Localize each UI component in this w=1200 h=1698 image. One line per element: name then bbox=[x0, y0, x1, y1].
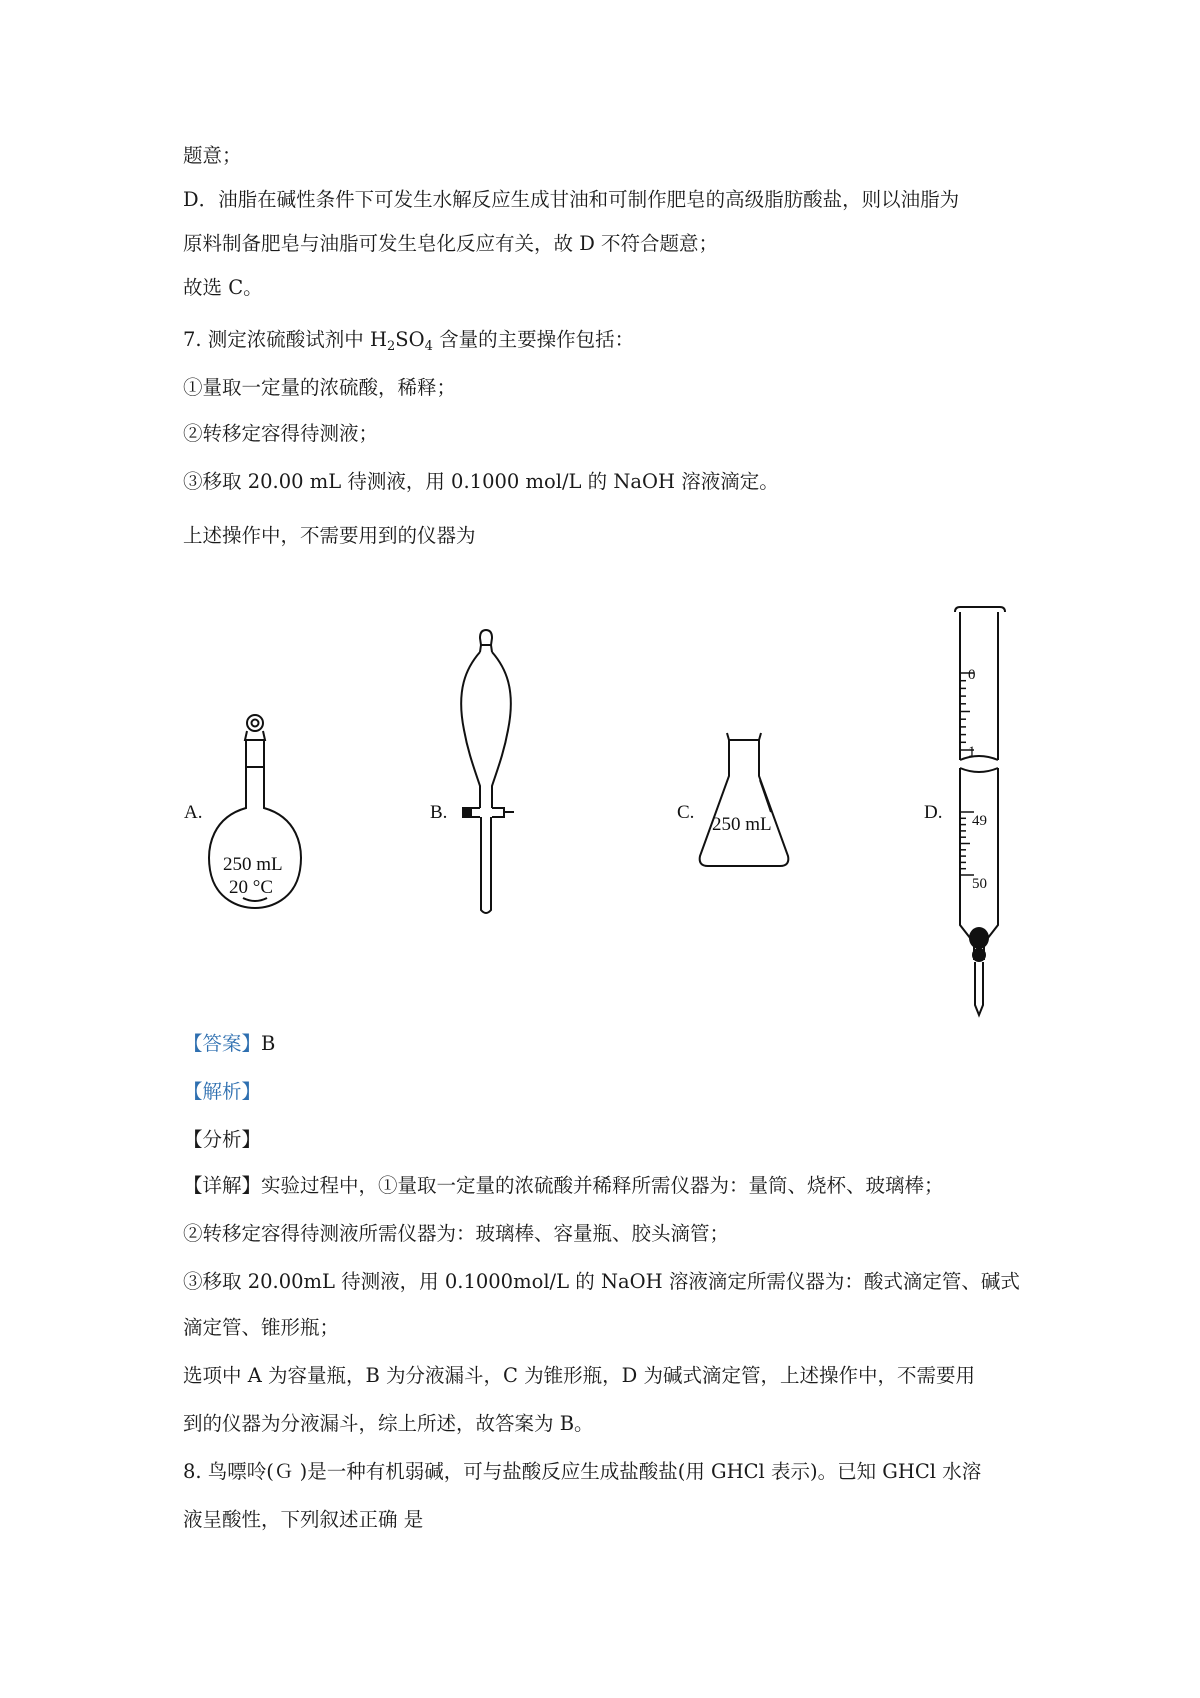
flask-temperature-text: 20 °C bbox=[229, 877, 274, 898]
q7-stem: 7. 测定浓硫酸试剂中 $H_2SO_4$ 含量的主要操作包括： bbox=[183, 328, 635, 354]
detail-line-4: 滴定管、锥形瓶； bbox=[183, 1316, 340, 1339]
q7-question: 上述操作中，不需要用到的仪器为 bbox=[183, 524, 476, 547]
q8-stem: 8. 鸟嘌呤(Ｇ )是一种有机弱碱，可与盐酸反应生成盐酸盐(用 GHCl 表示)。已知 GHCl 水溶 bbox=[183, 1460, 982, 1483]
detail-line-6: 到的仪器为分液漏斗，综上所述，故答案为 B。 bbox=[183, 1412, 594, 1435]
tick-label-50: 50 bbox=[972, 876, 987, 892]
option-d-explanation: D．油脂在碱性条件下可发生水解反应生成甘油和可制作肥皂的高级脂肪酸盐，则以油脂为 bbox=[183, 188, 960, 211]
option-d bbox=[924, 607, 1005, 1015]
answer-value: B bbox=[261, 1032, 276, 1055]
burette-icon bbox=[955, 607, 1005, 1015]
conical-flask-icon bbox=[700, 733, 789, 866]
fenxi-tag: 【分析】 bbox=[183, 1128, 262, 1151]
answer bbox=[183, 1030, 275, 1058]
q8-stem-cont: 液呈酸性，下列叙述正确 是 bbox=[183, 1508, 424, 1531]
analysis-tag: 【解析】 bbox=[183, 1080, 262, 1103]
conclusion: 故选 C。 bbox=[183, 276, 263, 299]
option-d-label: D. bbox=[924, 802, 943, 823]
q7-step-2: ②转移定容得待测液； bbox=[183, 422, 379, 445]
detail-line-5: 选项中 A 为容量瓶，B 为分液漏斗，C 为锥形瓶，D 为碱式滴定管，上述操作中，不需要用 bbox=[183, 1364, 975, 1387]
option-a-label: A. bbox=[184, 802, 203, 823]
q7-step-1: ①量取一定量的浓硫酸，稀释； bbox=[183, 376, 457, 399]
answer-tag: 【答案】 bbox=[183, 1032, 262, 1055]
q7-step-3: ③移取 20.00 mL 待测液，用 0.1000 mol/L 的 NaOH 溶液滴定。 bbox=[183, 470, 779, 493]
option-d-explanation-cont: 原料制备肥皂与油脂可发生皂化反应有关，故 D 不符合题意； bbox=[183, 232, 719, 255]
conical-flask-volume-text: 250 mL bbox=[712, 814, 772, 835]
tick-label-49: 49 bbox=[972, 813, 987, 829]
text-line: 题意； bbox=[183, 144, 242, 167]
separatory-funnel-icon bbox=[461, 630, 514, 913]
option-b bbox=[430, 630, 514, 913]
option-c-label: C. bbox=[677, 802, 695, 823]
option-b-label: B. bbox=[430, 802, 448, 823]
tick-label-0: 0 bbox=[968, 667, 976, 683]
detail-line-2: ②转移定容得待测液所需仪器为：玻璃棒、容量瓶、胶头滴管； bbox=[183, 1222, 730, 1245]
flask-volume-text: 250 mL bbox=[223, 854, 283, 875]
detail-line-1: 【详解】实验过程中，①量取一定量的浓硫酸并稀释所需仪器为：量筒、烧杯、玻璃棒； bbox=[183, 1174, 944, 1197]
option-a bbox=[184, 715, 301, 908]
option-c bbox=[677, 733, 788, 866]
detail-line-3: ③移取 20.00mL 待测液，用 0.1000mol/L 的 NaOH 溶液滴定所需仪器为：酸式滴定管、碱式 bbox=[183, 1270, 1020, 1293]
tick-label-1: 1 bbox=[968, 744, 976, 760]
